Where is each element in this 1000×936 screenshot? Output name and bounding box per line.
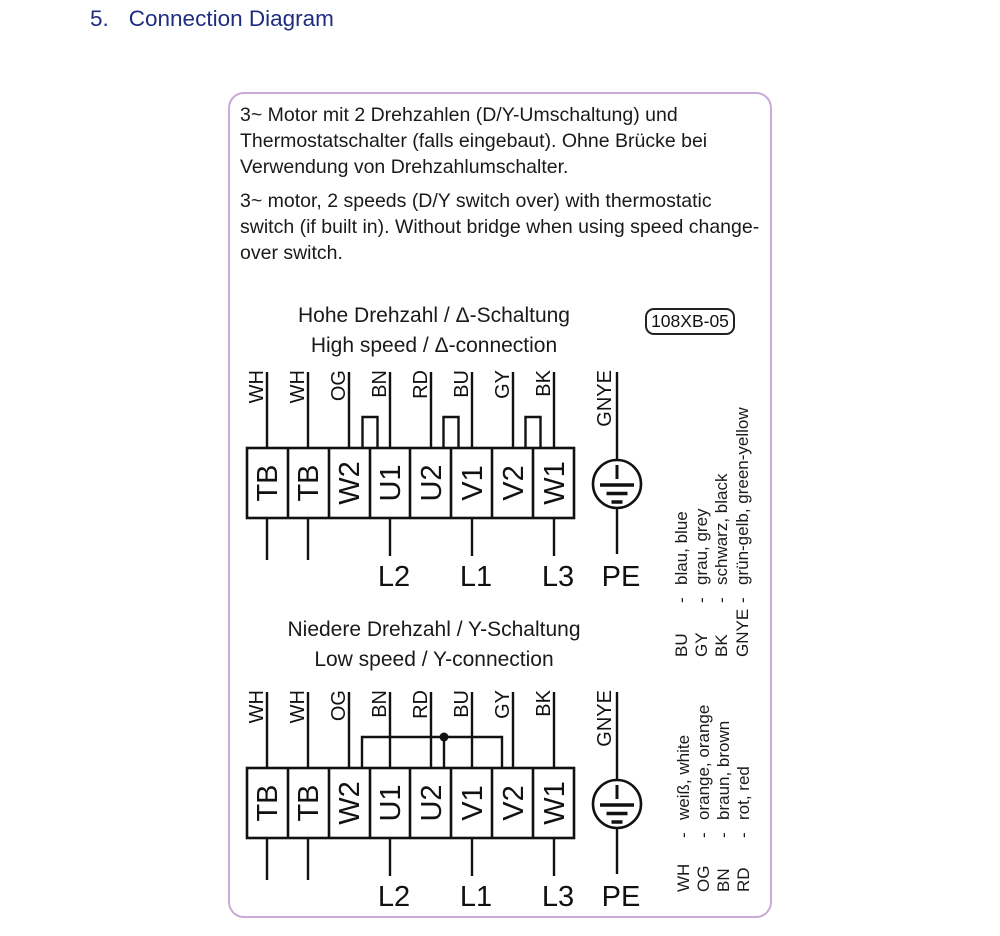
legend-dash: - [733,597,752,603]
phase-label: L1 [459,881,493,913]
legend-dash: - [714,832,733,838]
legend-abbr: BN [714,868,733,892]
wire-label: GY [492,370,514,399]
terminal-label: TB [252,784,284,822]
terminal-label: W1 [539,781,571,825]
wire-label: OG [328,370,350,402]
wire-label: BU [451,370,473,398]
description-german: 3~ Motor mit 2 Drehzahlen (D/Y-Umschaltung) und Thermostatschalter (falls eingebaut). Ohne Brücke bei Verwendung von Drehzahlumschalter. [240,104,708,178]
pe-label: PE [601,881,641,913]
ground-symbol [593,780,641,828]
wire-label: BN [369,690,391,718]
legend-names: blau, blue [672,511,691,585]
legend-names: rot, red [734,766,753,820]
legend-abbr: WH [674,863,693,892]
terminal-label: V1 [457,465,489,501]
wire-label: WH [246,690,268,724]
high-speed-title [230,301,638,361]
legend-item [714,602,734,892]
legend-dash: - [712,597,731,603]
outgoing-wires [267,828,617,880]
terminal-labels [252,781,571,825]
bridge-w2-u1 [363,417,378,448]
wire-label: WH [287,370,309,404]
terminal-label: W1 [539,461,571,505]
phase-label: L1 [459,561,493,593]
description-english: 3~ motor, 2 speeds (D/Y switch over) with thermostatic switch (if built in). Without bridge when using speed change-over switch. [240,190,760,264]
terminal-label: U2 [416,464,448,502]
legend-abbr: BU [672,633,691,657]
low-speed-title-en: Low speed / Y-connection [314,648,554,671]
wire-label: BN [369,370,391,398]
terminal-label: U1 [375,464,407,502]
terminal-label: U2 [416,784,448,822]
wire-label: BK [533,690,555,717]
wire-label: WH [246,370,268,404]
legend-names: braun, brown [714,720,733,820]
diagram-panel [228,92,772,918]
ground-wire-label: GNYE [594,370,616,427]
terminal-label: V2 [498,465,530,501]
junction-dot [440,733,449,742]
legend-names: weiß, white [674,734,693,820]
legend-dash: - [734,832,753,838]
outgoing-wires [267,508,617,560]
phase-label: L2 [377,561,411,593]
low-speed-title [230,615,638,675]
section-number: 5. [90,6,109,31]
legend-names: grau, grey [692,508,711,585]
terminal-label: TB [293,784,325,822]
wire-label: GY [492,690,514,719]
legend-dash: - [692,597,711,603]
legend-abbr: GY [692,632,711,657]
legend-item [674,602,694,892]
ground-symbol [593,460,641,508]
high-speed-title-en: High speed / Δ-connection [310,334,558,357]
terminal-label: V1 [457,785,489,821]
legend-abbr: GNYE [733,608,752,657]
diagram-code-badge: 108XB-05 [645,308,735,335]
legend-names: schwarz, black [712,473,731,585]
wire-label: BK [533,370,555,397]
legend-dash: - [694,832,713,838]
ground-wire-label: GNYE [594,690,616,747]
phase-labels [378,561,640,593]
terminal-label: U1 [375,784,407,822]
phase-label: L3 [541,561,575,593]
wire-label: OG [328,690,350,722]
bridge-v2-w1 [526,417,541,448]
terminal-labels [252,461,571,505]
wire-label: RD [410,690,432,719]
bridge-u2-v1 [444,417,459,448]
section-title: Connection Diagram [128,6,334,31]
legend-names: orange, orange [694,704,713,820]
legend-abbr: BK [712,634,731,657]
terminal-label: W2 [334,461,366,505]
high-speed-title-de: Hohe Drehzahl / Δ-Schaltung [297,304,570,327]
phase-label: L2 [377,881,411,913]
wire-label: WH [287,690,309,724]
legend-dash: - [674,832,693,838]
terminal-label: TB [293,464,325,502]
terminal-label: W2 [334,781,366,825]
low-speed-title-de: Niedere Drehzahl / Y-Schaltung [287,618,581,641]
page-title [90,6,334,32]
terminal-label: TB [252,464,284,502]
legend-names: grün-gelb, green-yellow [733,407,752,585]
terminal-label: V2 [498,785,530,821]
legend-dash: - [672,597,691,603]
wire-label: BU [451,690,473,718]
phase-labels [378,881,640,913]
legend-item [734,602,754,892]
legend-item [694,602,714,892]
pe-label: PE [601,561,641,593]
phase-label: L3 [541,881,575,913]
legend-abbr: RD [734,867,753,892]
wire-label: RD [410,370,432,399]
legend-abbr: OG [694,865,713,892]
